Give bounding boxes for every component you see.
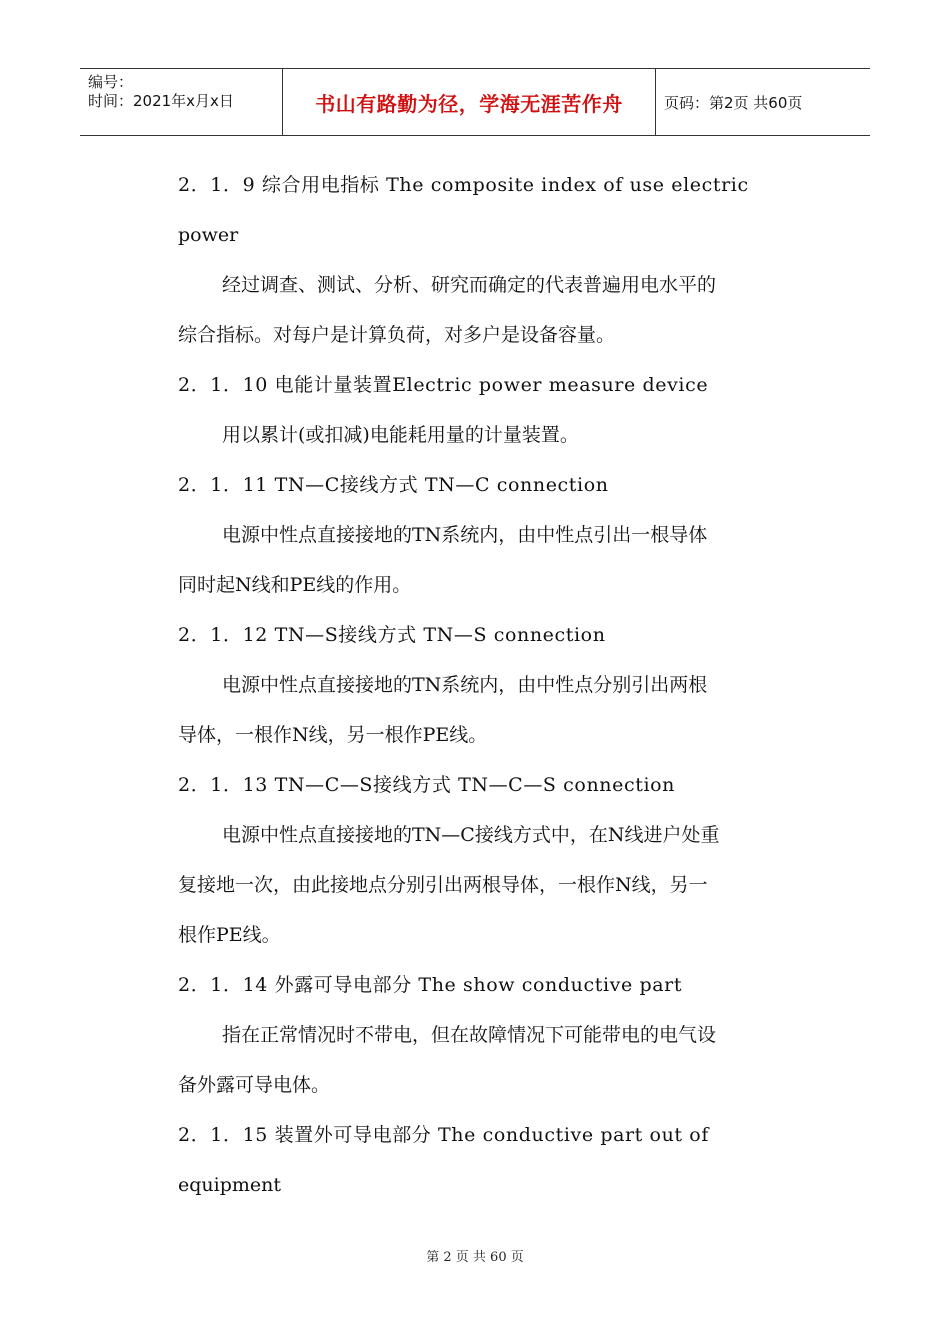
paragraph-line: 复接地一次，由此接地点分别引出两根导体，一根作N线，另一 [178, 874, 708, 896]
heading-continuation: equipment [178, 1174, 282, 1196]
section-heading-2-1-14: 2．1．14 外露可导电部分 The show conductive part [178, 974, 683, 996]
heading-continuation: power [178, 224, 239, 246]
paragraph-line: 导体，一根作N线，另一根作PE线。 [178, 724, 488, 746]
page-footer: 第 2 页 共 60 页 [426, 1250, 524, 1265]
header-number-label: 编号： [88, 73, 134, 91]
section-heading-2-1-15: 2．1．15 装置外可导电部分 The conductive part out of [178, 1124, 709, 1146]
section-heading-2-1-12: 2．1．12 TN—S接线方式 TN—S connection [178, 624, 606, 646]
section-heading-2-1-9: 2．1．9 综合用电指标 The composite index of use electric [178, 174, 749, 196]
paragraph-line: 电源中性点直接接地的TN系统内，由中性点引出一根导体 [222, 524, 708, 546]
paragraph-line: 用以累计(或扣减)电能耗用量的计量装置。 [222, 424, 579, 446]
header-time-label: 时间：2021年x月x日 [88, 92, 234, 110]
document-header [80, 68, 870, 136]
header-page-info: 页码：第2页 共60页 [664, 93, 803, 112]
document-body [178, 160, 808, 1210]
section-heading-2-1-13: 2．1．13 TN—C—S接线方式 TN—C—S connection [178, 774, 676, 796]
paragraph-line: 备外露可导电体。 [178, 1074, 331, 1096]
section-heading-2-1-10: 2．1．10 电能计量装置Electric power measure device [178, 374, 709, 396]
section-heading-2-1-11: 2．1．11 TN—C接线方式 TN—C connection [178, 474, 609, 496]
paragraph-line: 电源中性点直接接地的TN系统内，由中性点分别引出两根 [222, 674, 708, 696]
paragraph-line: 同时起N线和PE线的作用。 [178, 574, 412, 596]
paragraph-line: 电源中性点直接接地的TN—C接线方式中，在N线进户处重 [222, 824, 720, 846]
paragraph-line: 根作PE线。 [178, 924, 281, 946]
paragraph-line: 综合指标。对每户是计算负荷，对多户是设备容量。 [178, 324, 616, 346]
paragraph-line: 经过调查、测试、分析、研究而确定的代表普遍用电水平的 [222, 274, 717, 296]
header-motto: 书山有路勤为径，学海无涯苦作舟 [315, 91, 623, 116]
header-meta [80, 69, 282, 135]
paragraph-line: 指在正常情况时不带电，但在故障情况下可能带电的电气设 [222, 1024, 717, 1046]
header-motto-cell [282, 69, 656, 135]
